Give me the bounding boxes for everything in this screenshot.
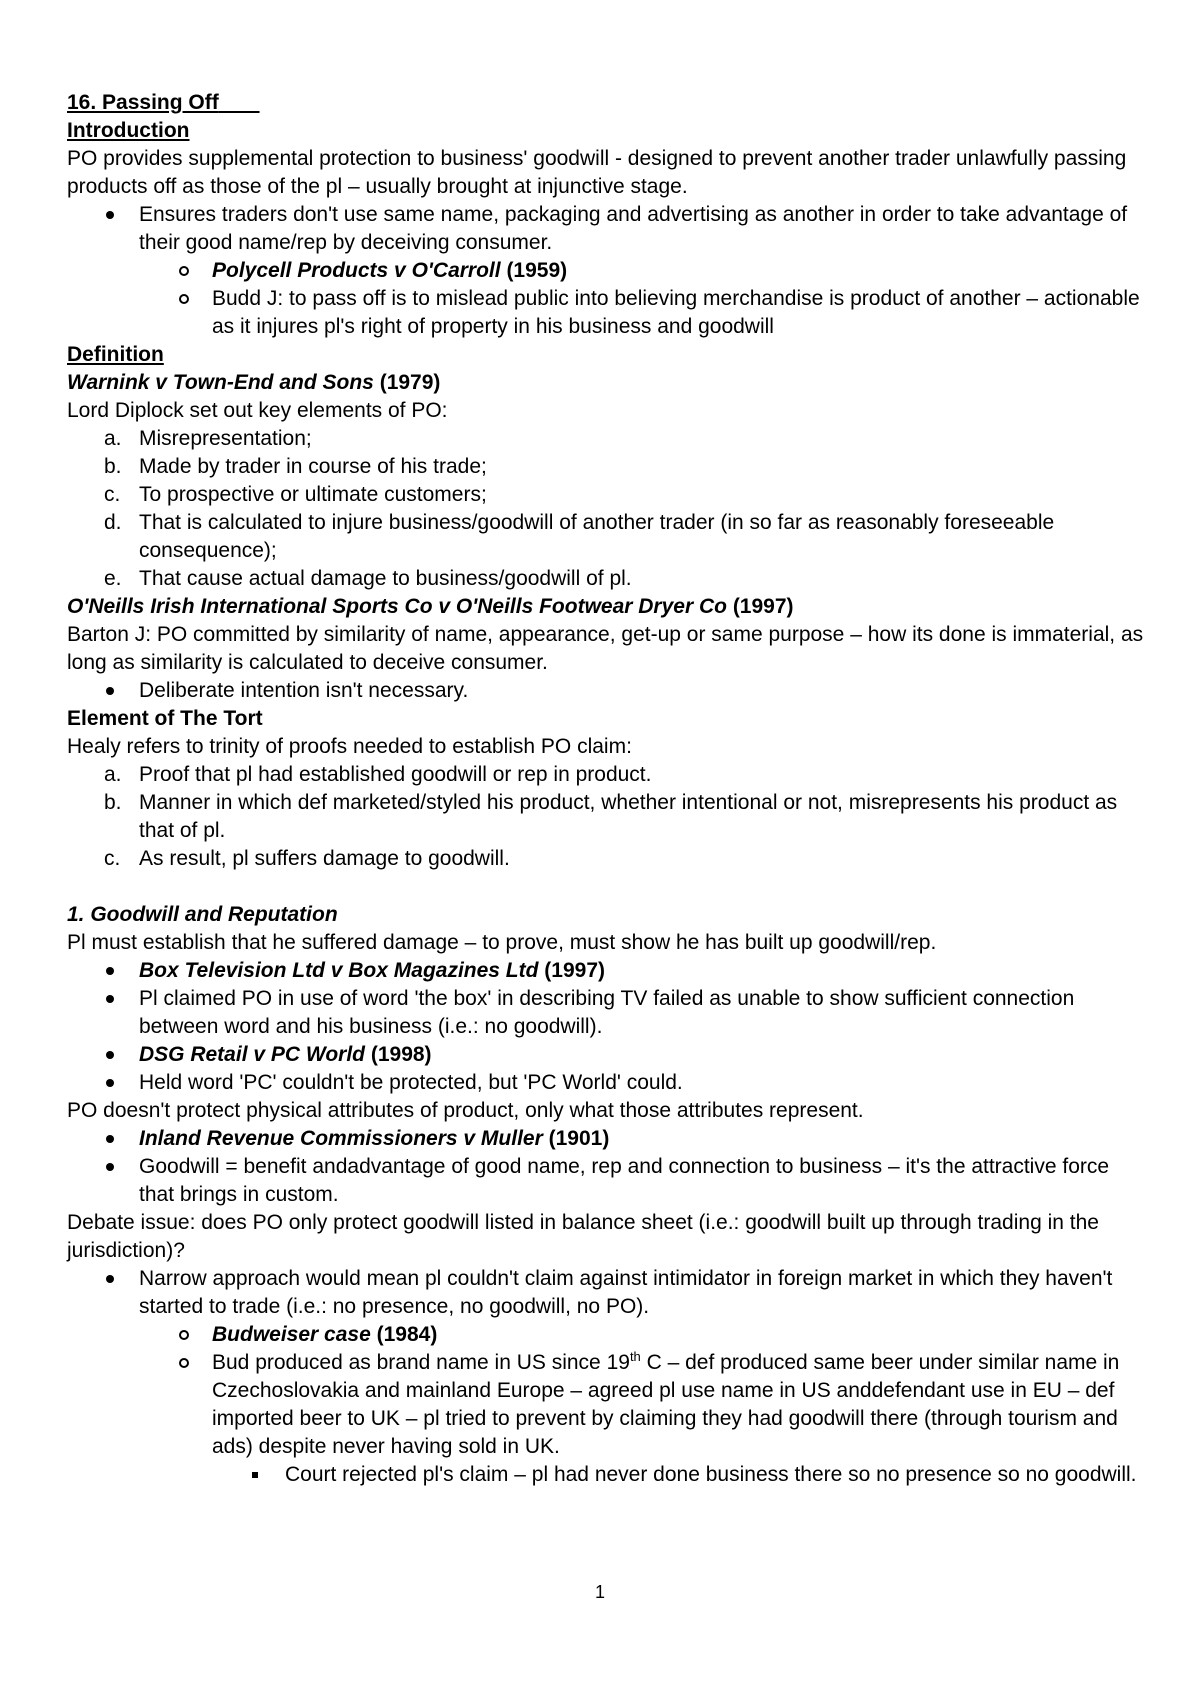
list-label: b. xyxy=(104,455,122,478)
list-label: c. xyxy=(104,847,121,870)
circle-bullet-icon xyxy=(179,266,189,276)
list-item: c. To prospective or ultimate customers; xyxy=(67,481,1147,509)
list-label: c. xyxy=(104,483,121,506)
list-item: Deliberate intention isn't necessary. xyxy=(67,677,1147,705)
list-item: Narrow approach would mean pl couldn't claim against intimidator in foreign market in which they haven't started to trade (i.e.: no presence, no goodwill, no PO). xyxy=(67,1265,1147,1321)
case-year: (1959) xyxy=(506,259,568,282)
goodwill-lead: Pl must establish that he suffered damage – to prove, must show he has built up goodwill/rep. xyxy=(67,931,937,954)
list-item: Box Television Ltd v Box Magazines Ltd (1997) xyxy=(67,957,1147,985)
list-label: e. xyxy=(104,567,122,590)
list-label: a. xyxy=(104,763,122,786)
bullet-icon xyxy=(106,1051,114,1059)
bullet-icon xyxy=(106,967,114,975)
list-item: Budd J: to pass off is to mislead public into believing merchandise is product of another – actionable as it injures pl's right of property in his business and goodwill xyxy=(67,285,1147,341)
element-lead: Healy refers to trinity of proofs needed to establish PO claim: xyxy=(67,735,632,758)
circle-bullet-icon xyxy=(179,294,189,304)
section-heading-definition: Definition xyxy=(67,343,164,366)
definition-lead: Lord Diplock set out key elements of PO: xyxy=(67,399,448,422)
section-heading-element: Element of The Tort xyxy=(67,707,263,730)
circle-bullet-icon xyxy=(179,1358,189,1368)
square-bullet-icon xyxy=(252,1472,258,1478)
list-item: Pl claimed PO in use of word 'the box' in describing TV failed as unable to show sufficient connection between word and his business (i.e.: no goodwill). xyxy=(67,985,1147,1041)
case-heading: O'Neills Irish International Sports Co v O'Neills Footwear Dryer Co (1997) xyxy=(67,595,794,618)
list-item: e. That cause actual damage to business/goodwill of pl. xyxy=(67,565,1147,593)
bullet-icon xyxy=(106,1079,114,1087)
section-heading-goodwill: 1. Goodwill and Reputation xyxy=(67,903,338,926)
list-item: Goodwill = benefit andadvantage of good name, rep and connection to business – it's the attractive force that brings in custom. xyxy=(67,1153,1147,1209)
circle-bullet-icon xyxy=(179,1330,189,1340)
list-item: Bud produced as brand name in US since 19th C – def produced same beer under similar name in Czechoslovakia and mainland Europe – agreed pl use name in US anddefendant use in EU – def imported beer to UK – pl tried to prevent by claiming they had goodwill there (through tourism and ads) despite never having sold in UK. xyxy=(67,1349,1147,1461)
list-item: a. Proof that pl had established goodwill or rep in product. xyxy=(67,761,1147,789)
case-note: Barton J: PO committed by similarity of name, appearance, get-up or same purpose – how its done is immaterial, as long as similarity is calculated to deceive consumer. xyxy=(67,623,1144,674)
intro-paragraph: PO provides supplemental protection to business' goodwill - designed to prevent another trader unlawfully passing products off as those of the pl – usually brought at injunctive stage. xyxy=(67,147,1127,198)
bullet-icon xyxy=(106,1275,114,1283)
page-number: 1 xyxy=(594,1582,605,1602)
list-item: c. As result, pl suffers damage to goodwill. xyxy=(67,845,1147,873)
list-item: Budweiser case (1984) xyxy=(67,1321,1147,1349)
list-item: Inland Revenue Commissioners v Muller (1901) xyxy=(67,1125,1147,1153)
document-body xyxy=(67,89,1147,1489)
list-label: b. xyxy=(104,791,122,814)
bullet-icon xyxy=(106,211,114,219)
list-item: DSG Retail v PC World (1998) xyxy=(67,1041,1147,1069)
list-label: a. xyxy=(104,427,122,450)
list-item xyxy=(67,257,1147,285)
attributes-paragraph: PO doesn't protect physical attributes of product, only what those attributes represent. xyxy=(67,1099,864,1122)
list-item: Ensures traders don't use same name, packaging and advertising as another in order to take advantage of their good name/rep by deceiving consumer. xyxy=(67,201,1147,257)
bullet-icon xyxy=(106,1135,114,1143)
bullet-icon xyxy=(106,1163,114,1171)
list-item: a. Misrepresentation; xyxy=(67,425,1147,453)
list-item: Court rejected pl's claim – pl had never done business there so no presence so no goodwill. xyxy=(67,1461,1147,1489)
case-name: Polycell Products v O'Carroll xyxy=(212,259,501,282)
bullet-icon xyxy=(106,687,114,695)
list-label: d. xyxy=(104,511,122,534)
case-heading: Warnink v Town-End and Sons (1979) xyxy=(67,371,441,394)
list-item: b. Made by trader in course of his trade; xyxy=(67,453,1147,481)
blank-line xyxy=(67,873,1147,901)
list-item: Held word 'PC' couldn't be protected, but 'PC World' could. xyxy=(67,1069,1147,1097)
debate-paragraph: Debate issue: does PO only protect goodwill listed in balance sheet (i.e.: goodwill built up through trading in the jurisdiction)? xyxy=(67,1211,1099,1262)
list-item: b. Manner in which def marketed/styled his product, whether intentional or not, misrepresents his product as that of pl. xyxy=(104,791,1118,842)
list-item: d. That is calculated to injure business/goodwill of another trader (in so far as reasonably foreseeable consequence); xyxy=(104,511,1055,562)
section-heading-introduction: Introduction xyxy=(67,119,190,142)
page-title: 16. Passing Off xyxy=(67,91,219,114)
bullet-icon xyxy=(106,995,114,1003)
